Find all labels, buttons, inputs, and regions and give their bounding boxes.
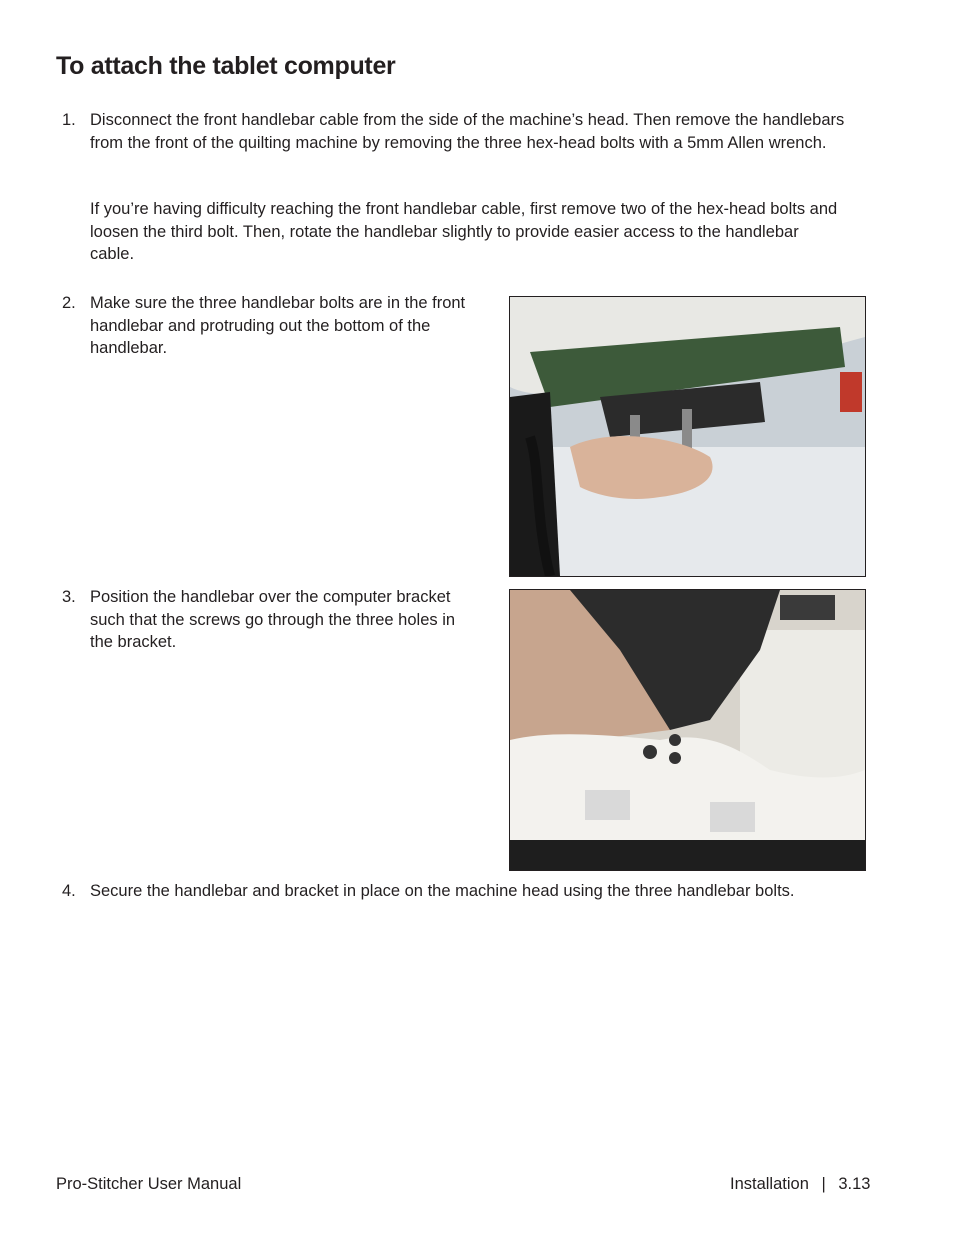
footer-section: Installation xyxy=(730,1175,809,1193)
step-note: If you’re having difficulty reaching the front handlebar cable, first remove two of the hex-head bolts and loosen the third bolt. Then, rotate the handlebar slightly to provide easier access to the handlebar cable. xyxy=(90,200,838,263)
footer-manual-title: Pro-Stitcher User Manual xyxy=(56,1175,242,1193)
step-number: 2. xyxy=(62,294,76,312)
step-text: Disconnect the front handlebar cable from the side of the machine’s head. Then remove the handlebars from the front of the quilting machine by removing the three hex-head bolts with a 5mm Allen wrench. xyxy=(90,111,845,152)
handlebar-bolts-photo xyxy=(509,296,866,577)
footer-page-info xyxy=(730,1175,871,1194)
page-title: To attach the tablet computer xyxy=(56,52,396,80)
step-text: Make sure the three handlebar bolts are in the front handlebar and protruding out the bottom of the handlebar. xyxy=(90,294,466,357)
step-number: 1. xyxy=(62,111,76,129)
step-number: 4. xyxy=(62,882,76,900)
photo-illustration xyxy=(510,297,865,576)
step-number: 3. xyxy=(62,588,76,606)
footer-page-number: 3.13 xyxy=(838,1175,871,1193)
step-text: Secure the handlebar and bracket in place on the machine head using the three handlebar bolts. xyxy=(90,882,795,900)
bracket-alignment-photo xyxy=(509,589,866,871)
footer-separator: | xyxy=(821,1175,826,1193)
photo-illustration xyxy=(510,590,865,870)
step-text: Position the handlebar over the computer bracket such that the screws go through the three holes in the bracket. xyxy=(90,588,456,651)
